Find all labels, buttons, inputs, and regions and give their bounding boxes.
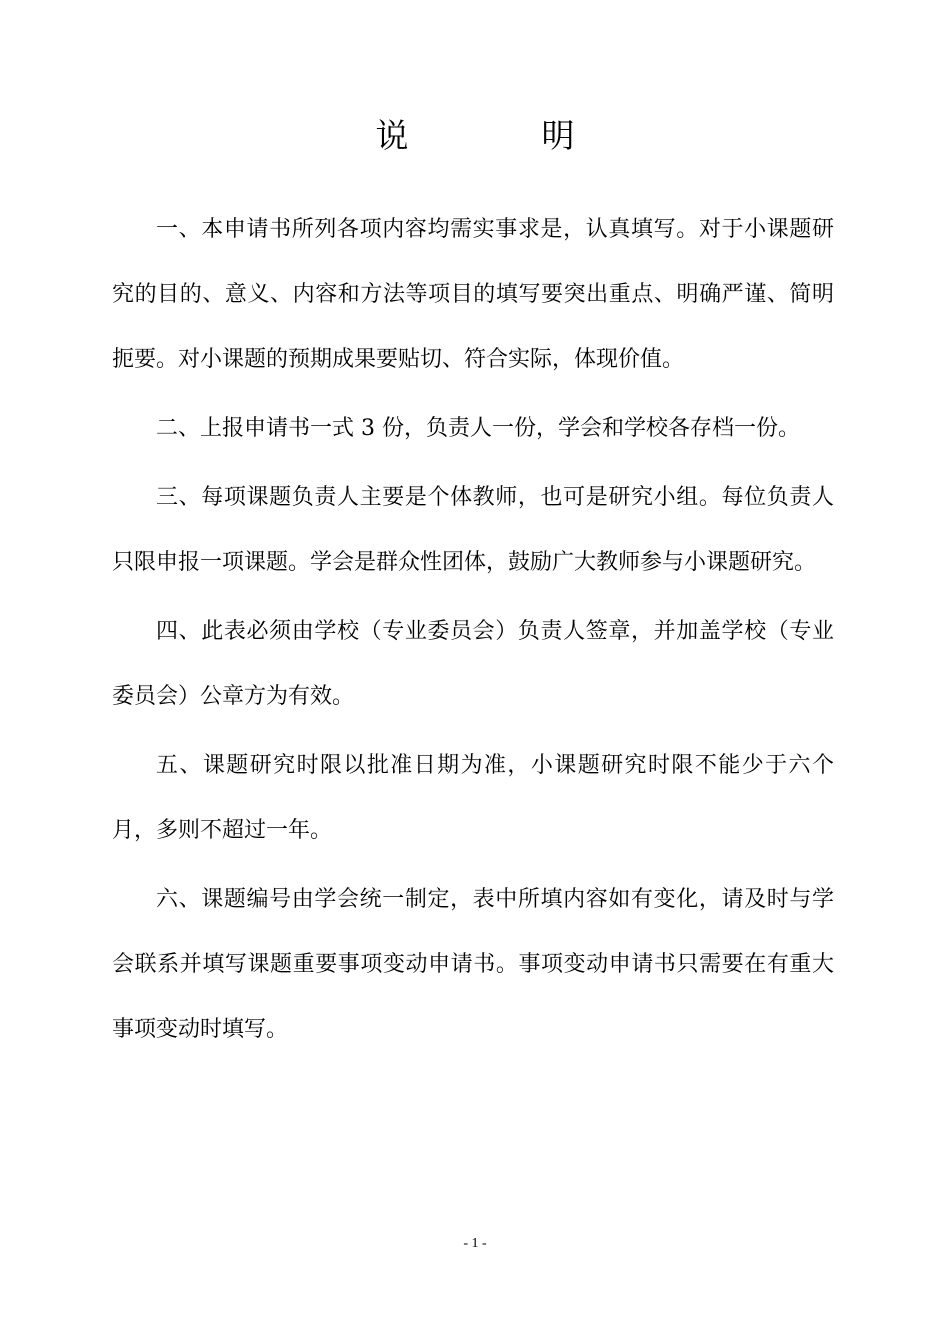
instructions-body: [112, 197, 834, 1066]
page-number: - 1 -: [463, 1236, 487, 1251]
page-title: 说 明: [375, 116, 625, 155]
instruction-paragraph-3: 三、每项课题负责人主要是个体教师，也可是研究小组。每位负责人只限申报一项课题。学会是群众性团体，鼓励广大教师参与小课题研究。: [112, 485, 834, 575]
instruction-paragraph-4: 四、此表必须由学校（专业委员会）负责人签章，并加盖学校（专业委员会）公章方为有效。: [112, 619, 834, 709]
instruction-paragraph-2: 二、上报申请书一式 3 份，负责人一份，学会和学校各存档一份。: [156, 416, 800, 441]
instruction-paragraph-5: 五、课题研究时限以批准日期为准，小课题研究时限不能少于六个月，多则不超过一年。: [112, 753, 834, 843]
instruction-paragraph-1: 一、本申请书所列各项内容均需实事求是，认真填写。对于小课题研究的目的、意义、内容和方法等项目的填写要突出重点、明确严谨、简明扼要。对小课题的预期成果要贴切、符合实际，体现价值。: [112, 217, 834, 372]
instruction-paragraph-6: 六、课题编号由学会统一制定，表中所填内容如有变化，请及时与学会联系并填写课题重要事项变动申请书。事项变动申请书只需要在有重大事项变动时填写。: [112, 887, 834, 1042]
